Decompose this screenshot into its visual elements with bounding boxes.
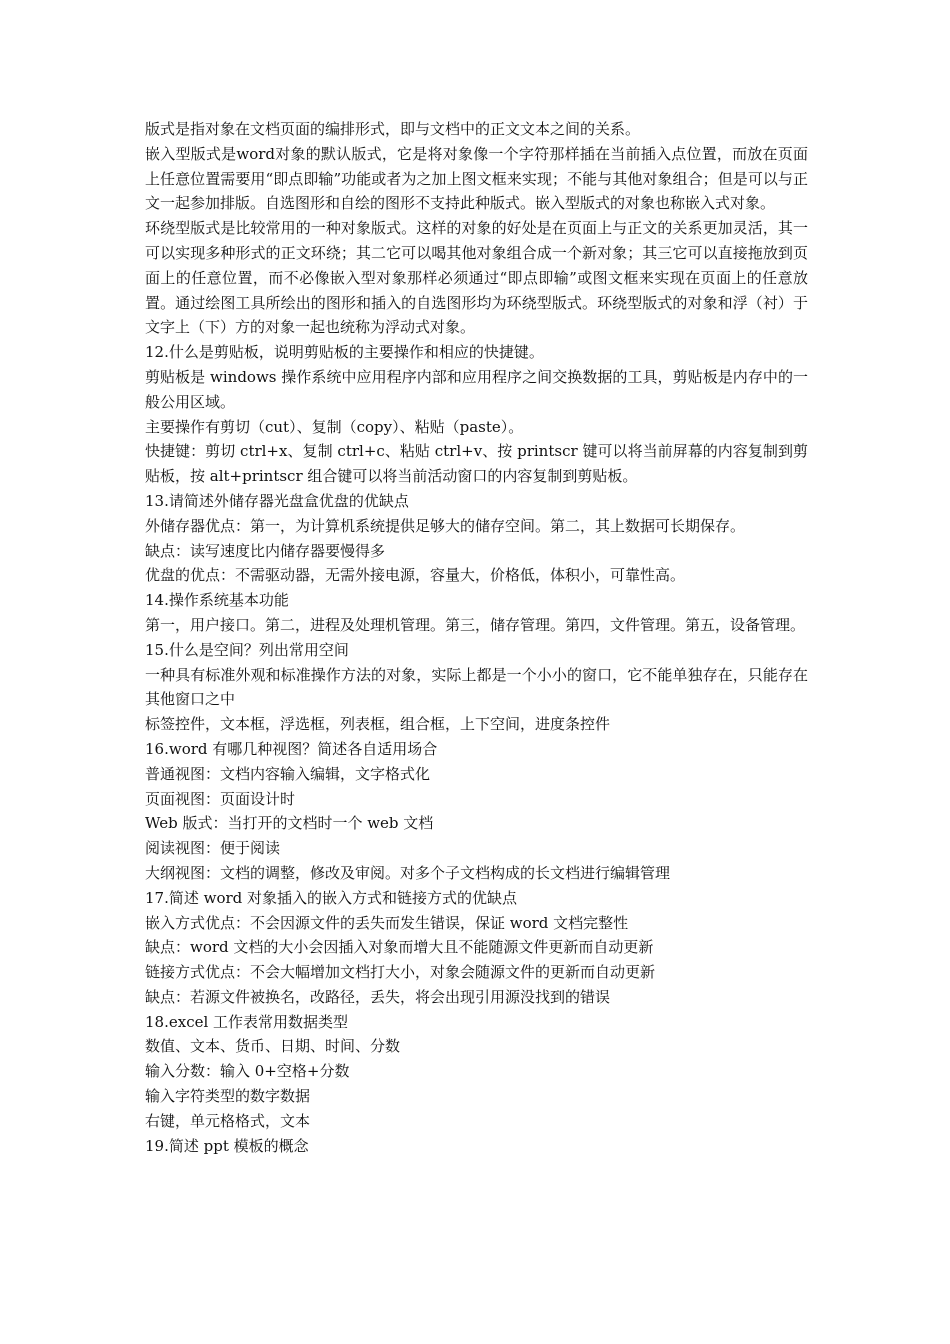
- question-12-heading: 12.什么是剪贴板，说明剪贴板的主要操作和相应的快捷键。: [145, 343, 544, 362]
- paragraph-clipboard-definition: 剪贴板是 windows 操作系统中应用程序内部和应用程序之间交换数据的工具，剪贴板是内存中的一般公用区域。: [145, 367, 808, 411]
- question-17-heading: 17.简述 word 对象插入的嵌入方式和链接方式的优缺点: [145, 888, 518, 907]
- question-18-heading: 18.excel 工作表常用数据类型: [145, 1012, 349, 1031]
- paragraph-embed-cons: 缺点：word 文档的大小会因插入对象而增大且不能随源文件更新而自动更新: [145, 938, 654, 957]
- paragraph-clipboard-operations: 主要操作有剪切（cut）、复制（copy）、粘贴（paste）。: [145, 417, 524, 436]
- paragraph-link-pros: 链接方式优点：不会大幅增加文档打大小，对象会随源文件的更新而自动更新: [145, 963, 656, 982]
- paragraph-reading-view: 阅读视图：便于阅读: [145, 839, 281, 858]
- paragraph-excel-data-types: 数值、文本、货币、日期、时间、分数: [145, 1037, 401, 1056]
- paragraph-cell-format: 右键，单元格格式，文本: [145, 1111, 311, 1130]
- paragraph-control-definition: 一种具有标准外观和标准操作方法的对象，实际上都是一个小小的窗口，它不能单独存在，只能存在其他窗口之中: [145, 665, 808, 709]
- paragraph-external-storage-pros: 外储存器优点：第一，为计算机系统提供足够大的储存空间。第二，其上数据可长期保存。: [145, 516, 746, 535]
- paragraph-embed-pros: 嵌入方式优点：不会因源文件的丢失而发生错误，保证 word 文档完整性: [145, 913, 629, 932]
- question-19-heading: 19.简述 ppt 模板的概念: [145, 1136, 309, 1155]
- paragraph-clipboard-shortcuts: 快捷键：剪切 ctrl+x、复制 ctrl+c、粘贴 ctrl+v、按 printscr 键可以将当前屏幕的内容复制到剪贴板，按 alt+printscr 组合键可以将当前活动窗口的内容复制到剪贴板。: [145, 442, 808, 486]
- paragraph-normal-view: 普通视图：文档内容输入编辑，文字格式化: [145, 764, 431, 783]
- paragraph-link-cons: 缺点：若源文件被换名，改路径，丢失，将会出现引用源没找到的错误: [145, 987, 611, 1006]
- paragraph-page-view: 页面视图：页面设计时: [145, 789, 296, 808]
- question-16-heading: 16.word 有哪几种视图？简述各自适用场合: [145, 739, 438, 758]
- paragraph-wrap-layout: 环绕型版式是比较常用的一种对象版式。这样的对象的好处是在页面上与正文的关系更加灵活，其一可以实现多种形式的正文环绕；其二它可以喝其他对象组合成一个新对象；其三它可以直接拖放到页面上的任意位置，而不必像嵌入型对象那样必须通过“即点即输”或图文框来实现在页面上的任意放置。通过绘图工具所绘出的图形和插入的自选图形均为环绕型版式。环绕型版式的对象和浮（衬）于文字上（下）方的对象一起也统称为浮动式对象。: [145, 219, 808, 337]
- document-page: [145, 117, 808, 1158]
- question-15-heading: 15.什么是空间？列出常用空间: [145, 640, 349, 659]
- paragraph-os-functions: 第一，用户接口。第二，进程及处理机管理。第三，储存管理。第四，文件管理。第五，设备管理。: [145, 615, 806, 634]
- question-14-heading: 14.操作系统基本功能: [145, 591, 289, 610]
- paragraph-inline-layout: 嵌入型版式是word对象的默认版式，它是将对象像一个字符那样插在当前插入点位置，而放在页面上任意位置需要用“即点即输”功能或者为之加上图文框来实现；不能与其他对象组合；但是可以与正文一起参加排版。自选图形和自绘的图形不支持此种版式。嵌入型版式的对象也称嵌入式对象。: [145, 144, 808, 213]
- paragraph-text-number-input: 输入字符类型的数字数据: [145, 1087, 311, 1106]
- paragraph-usb-drive-pros: 优盘的优点：不需驱动器，无需外接电源，容量大，价格低，体积小，可靠性高。: [145, 566, 686, 585]
- paragraph-external-storage-cons: 缺点：读写速度比内储存器要慢得多: [145, 541, 386, 560]
- paragraph-fraction-input: 输入分数：输入 0+空格+分数: [145, 1062, 350, 1081]
- paragraph-outline-view: 大纲视图：文档的调整，修改及审阅。对多个子文档构成的长文档进行编辑管理: [145, 863, 671, 882]
- paragraph-web-view: Web 版式：当打开的文档时一个 web 文档: [145, 814, 434, 833]
- question-13-heading: 13.请简述外储存器光盘盒优盘的优缺点: [145, 491, 409, 510]
- paragraph-control-list: 标签控件，文本框，浮选框，列表框，组合框，上下空间，进度条控件: [145, 715, 611, 734]
- paragraph-layout-definition: 版式是指对象在文档页面的编排形式，即与文档中的正文文本之间的关系。: [145, 120, 641, 138]
